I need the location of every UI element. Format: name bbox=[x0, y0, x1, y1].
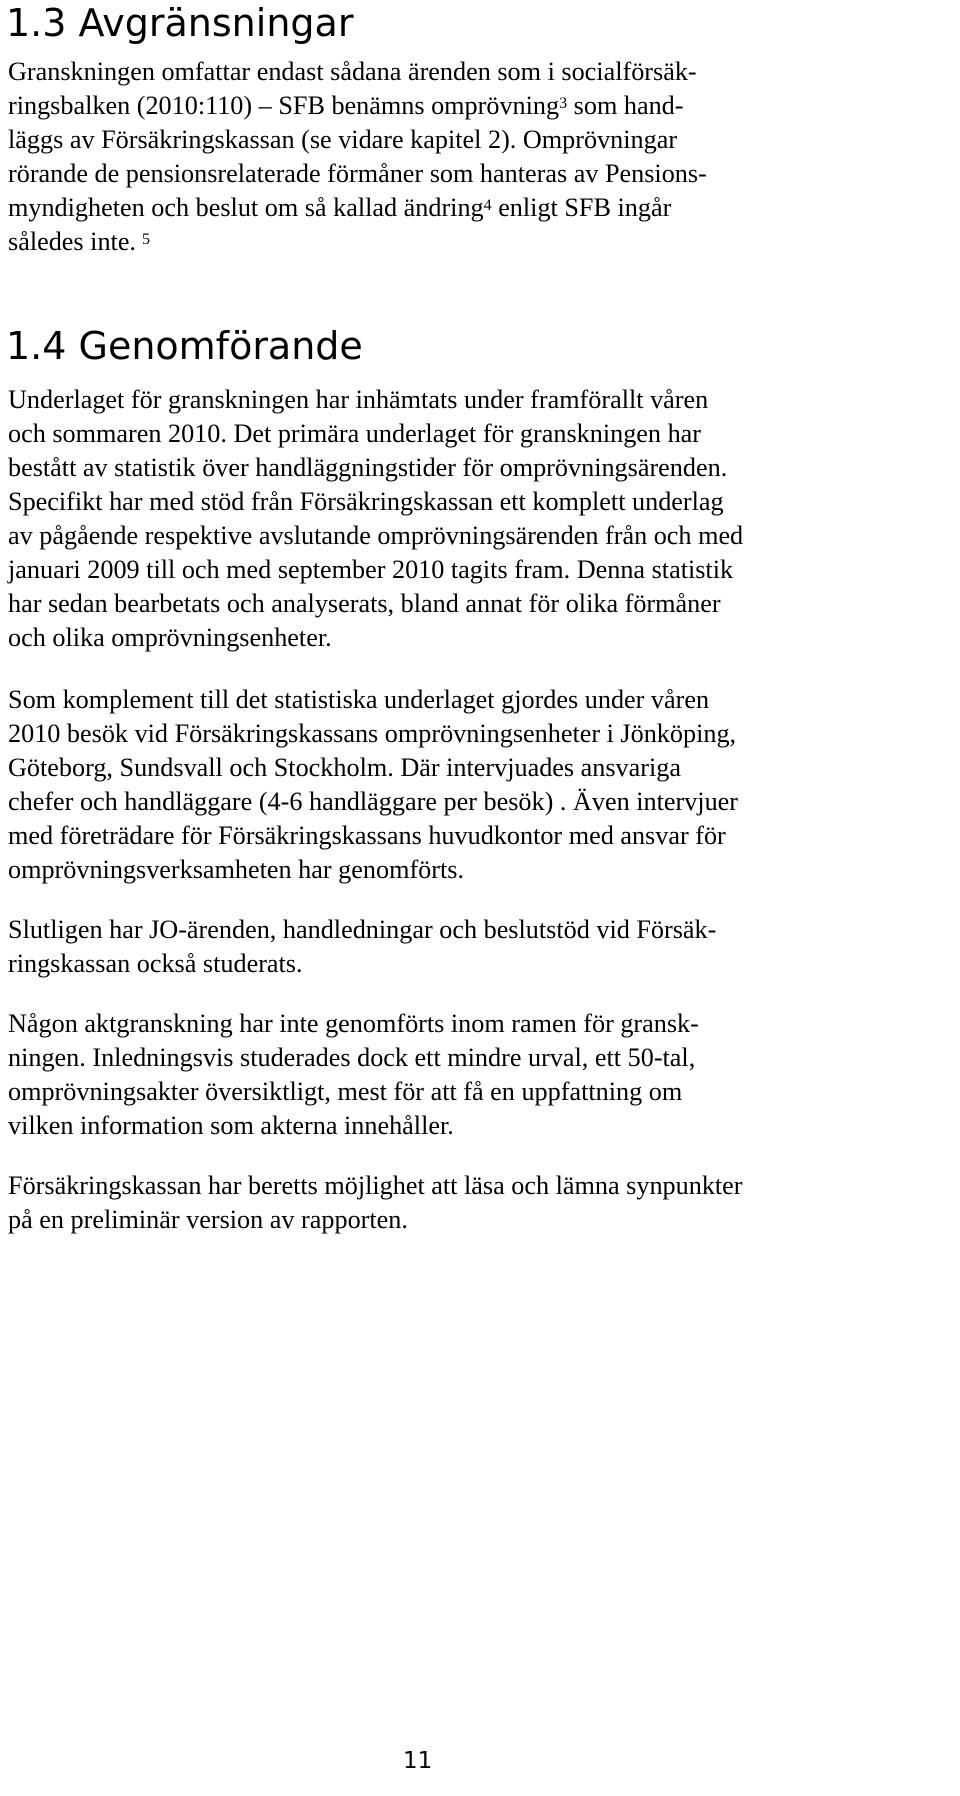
text-segment: myndigheten och beslut om så kallad ändring bbox=[8, 193, 484, 222]
footnote-ref-5: 5 bbox=[141, 231, 150, 248]
text-segment: som hand- bbox=[567, 91, 684, 120]
footnote-ref-3: 3 bbox=[559, 95, 568, 112]
text-line: Underlaget för granskningen har inhämtats under framförallt våren bbox=[8, 385, 709, 414]
text-line: med företrädare för Försäkringskassans huvudkontor med ansvar för bbox=[8, 821, 726, 850]
text-line: av pågående respektive avslutande omprövningsärenden från och med bbox=[8, 521, 744, 550]
text-line: och olika omprövningsenheter. bbox=[8, 623, 332, 652]
text-line: Göteborg, Sundsvall och Stockholm. Där intervjuades ansvariga bbox=[8, 753, 681, 782]
text-line: ningen. Inledningsvis studerades dock ett mindre urval, ett 50-tal, bbox=[8, 1043, 696, 1072]
text-segment: enligt SFB ingår bbox=[491, 193, 672, 222]
text-line: Försäkringskassan har beretts möjlighet att läsa och lämna synpunkter bbox=[8, 1171, 743, 1200]
text-line: rörande de pensionsrelaterade förmåner som hanteras av Pensions- bbox=[8, 159, 707, 188]
text-line: januari 2009 till och med september 2010 tagits fram. Denna statistik bbox=[8, 555, 734, 584]
text-line: läggs av Försäkringskassan (se vidare kapitel 2). Omprövningar bbox=[8, 125, 678, 154]
text-line: på en preliminär version av rapporten. bbox=[8, 1205, 408, 1234]
text-line: chefer och handläggare (4-6 handläggare per besök) . Även intervjuer bbox=[8, 787, 739, 816]
text-line: Slutligen har JO-ärenden, handledningar och beslutstöd vid Försäk- bbox=[8, 915, 717, 944]
text-line: vilken information som akterna innehåller. bbox=[8, 1111, 454, 1140]
text-line: har sedan bearbetats och analyserats, bland annat för olika förmåner bbox=[8, 589, 721, 618]
text-line: omprövningsverksamheten har genomförts. bbox=[8, 855, 464, 884]
text-line-with-footnote bbox=[8, 191, 671, 225]
section-heading-1-3: 1.3 Avgränsningar bbox=[6, 1, 354, 45]
text-line: Som komplement till det statistiska underlaget gjordes under våren bbox=[8, 685, 710, 714]
footnote-ref-4: 4 bbox=[483, 197, 492, 214]
text-segment: således inte. bbox=[8, 227, 136, 256]
page-number: 11 bbox=[403, 1748, 433, 1774]
text-line-with-footnote bbox=[8, 89, 684, 123]
text-line-with-footnote bbox=[8, 225, 150, 259]
text-line: 2010 besök vid Försäkringskassans omprövningsenheter i Jönköping, bbox=[8, 719, 737, 748]
section-heading-1-4: 1.4 Genomförande bbox=[6, 324, 363, 368]
text-line: Specifikt har med stöd från Försäkringskassan ett komplett underlag bbox=[8, 487, 724, 516]
text-line: ringskassan också studerats. bbox=[8, 949, 303, 978]
text-segment: ringsbalken (2010:110) – SFB benämns omprövning bbox=[8, 91, 560, 120]
text-line: omprövningsakter översiktligt, mest för att få en uppfattning om bbox=[8, 1077, 683, 1106]
text-line: Någon aktgranskning har inte genomförts inom ramen för gransk- bbox=[8, 1009, 699, 1038]
text-line: bestått av statistik över handläggningstider för omprövningsärenden. bbox=[8, 453, 728, 482]
text-line: Granskningen omfattar endast sådana ärenden som i socialförsäk- bbox=[8, 57, 697, 86]
text-line: och sommaren 2010. Det primära underlaget för granskningen har bbox=[8, 419, 702, 448]
